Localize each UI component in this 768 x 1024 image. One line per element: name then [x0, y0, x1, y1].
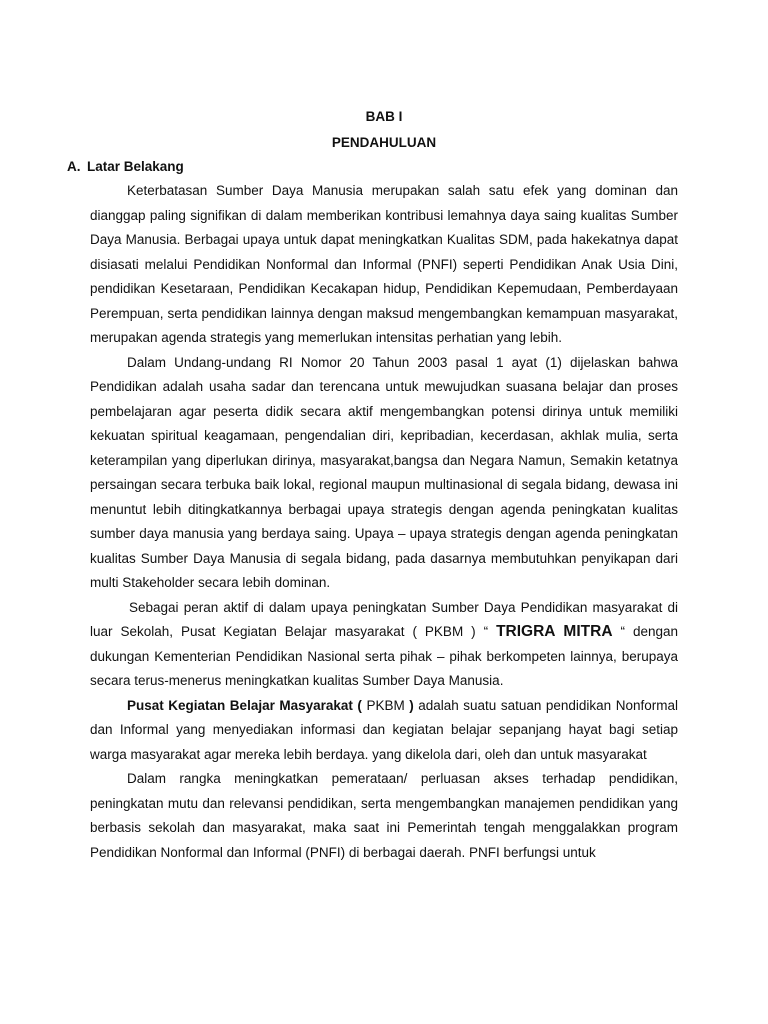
section-heading: [67, 158, 184, 176]
organization-name: TRIGRA MITRA: [496, 623, 613, 640]
paragraph-4-abbreviation: PKBM: [361, 697, 410, 713]
chapter-title: PENDAHULUAN: [331, 135, 437, 150]
section-title: Latar Belakang: [87, 159, 184, 174]
paragraph-2: Dalam Undang-undang RI Nomor 20 Tahun 2003 pasal 1 ayat (1) dijelaskan bahwa Pendidikan adalah usaha sadar dan terencana untuk mewujudkan suasana belajar dan proses pembelajaran agar peserta didik secara aktif mengembangkan potensi dirinya untuk memiliki kekuatan spiritual keagamaan, pengendalian diri, kepribadian, kecerdasan, akhlak mulia, serta keterampilan yang diperlukan dirinya, masyarakat,bangsa dan Negara Namun, Semakin ketatnya persaingan secara terbuka baik lokal, regional maupun multinasional di segala bidang, dewasa ini menuntut lebih ditingkatkannya berbagai upaya strategis dengan agenda peningkatan kualitas sumber daya manusia yang berdaya saing. Upaya – upaya strategis dengan agenda peningkatan kualitas Sumber Daya Manusia di segala bidang, pada dasarnya membutuhkan penyikapan dari multi Stakeholder secara lebih dominan.: [90, 354, 678, 590]
paragraph-1: Keterbatasan Sumber Daya Manusia merupakan salah satu efek yang dominan dan dianggap paling signifikan di dalam memberikan kontribusi lemahnya daya saing kualitas Sumber Daya Manusia. Berbagai upaya untuk dapat meningkatkan Kualitas SDM, pada hakekatnya dapat disiasati melalui Pendidikan Nonformal dan Informal (PNFI) seperti Pendidikan Anak Usia Dini, pendidikan Kesetaraan, Pendidikan Kecakapan hidup, Pendidikan Kepemudaan, Pemberdayaan Perempuan, serta pendidikan lainnya dengan maksud mengembangkan kemampuan masyarakat, merupakan agenda strategis yang memerlukan intensitas perhatian yang lebih.: [90, 183, 678, 345]
paragraph-4-bold-term: Pusat Kegiatan Belajar Masyarakat (: [127, 697, 362, 713]
paragraph-3-after: “ dengan dukungan Kementerian Pendidikan Nasional serta pihak – pihak berkompeten lainnya, berupaya secara terus-menerus meningkatkan kualitas Sumber Daya Manusia.: [90, 624, 678, 688]
paragraph-4: [90, 694, 678, 768]
paragraph-5: Dalam rangka meningkatkan pemerataan/ perluasan akses terhadap pendidikan, peningkatan mutu dan relevansi pendidikan, serta mengembangkan manajemen pendidikan yang berbasis sekolah dan masyarakat, maka saat ini Pemerintah tengah menggalakkan program Pendidikan Nonformal dan Informal (PNFI) di berbagai daerah. PNFI berfungsi untuk: [90, 771, 678, 860]
paragraph-3: [90, 596, 678, 694]
body-text: [90, 179, 678, 865]
chapter-number: BAB I: [365, 109, 403, 124]
paragraph-3-before: Sebagai peran aktif di dalam upaya peningkatan Sumber Daya Pendidikan masyarakat di luar Sekolah, Pusat Kegiatan Belajar masyarakat ( PKBM ) “: [90, 599, 678, 639]
section-number: A.: [67, 159, 81, 174]
paragraph-4-bold-close: ): [409, 697, 414, 713]
paragraph-4-after: adalah suatu satuan pendidikan Nonformal dan Informal yang menyediakan informasi dan kegiatan belajar sepanjang hayat bagi setiap warga masyarakat agar mereka lebih berdaya. yang dikelola dari, oleh dan untuk masyarakat: [90, 697, 678, 762]
